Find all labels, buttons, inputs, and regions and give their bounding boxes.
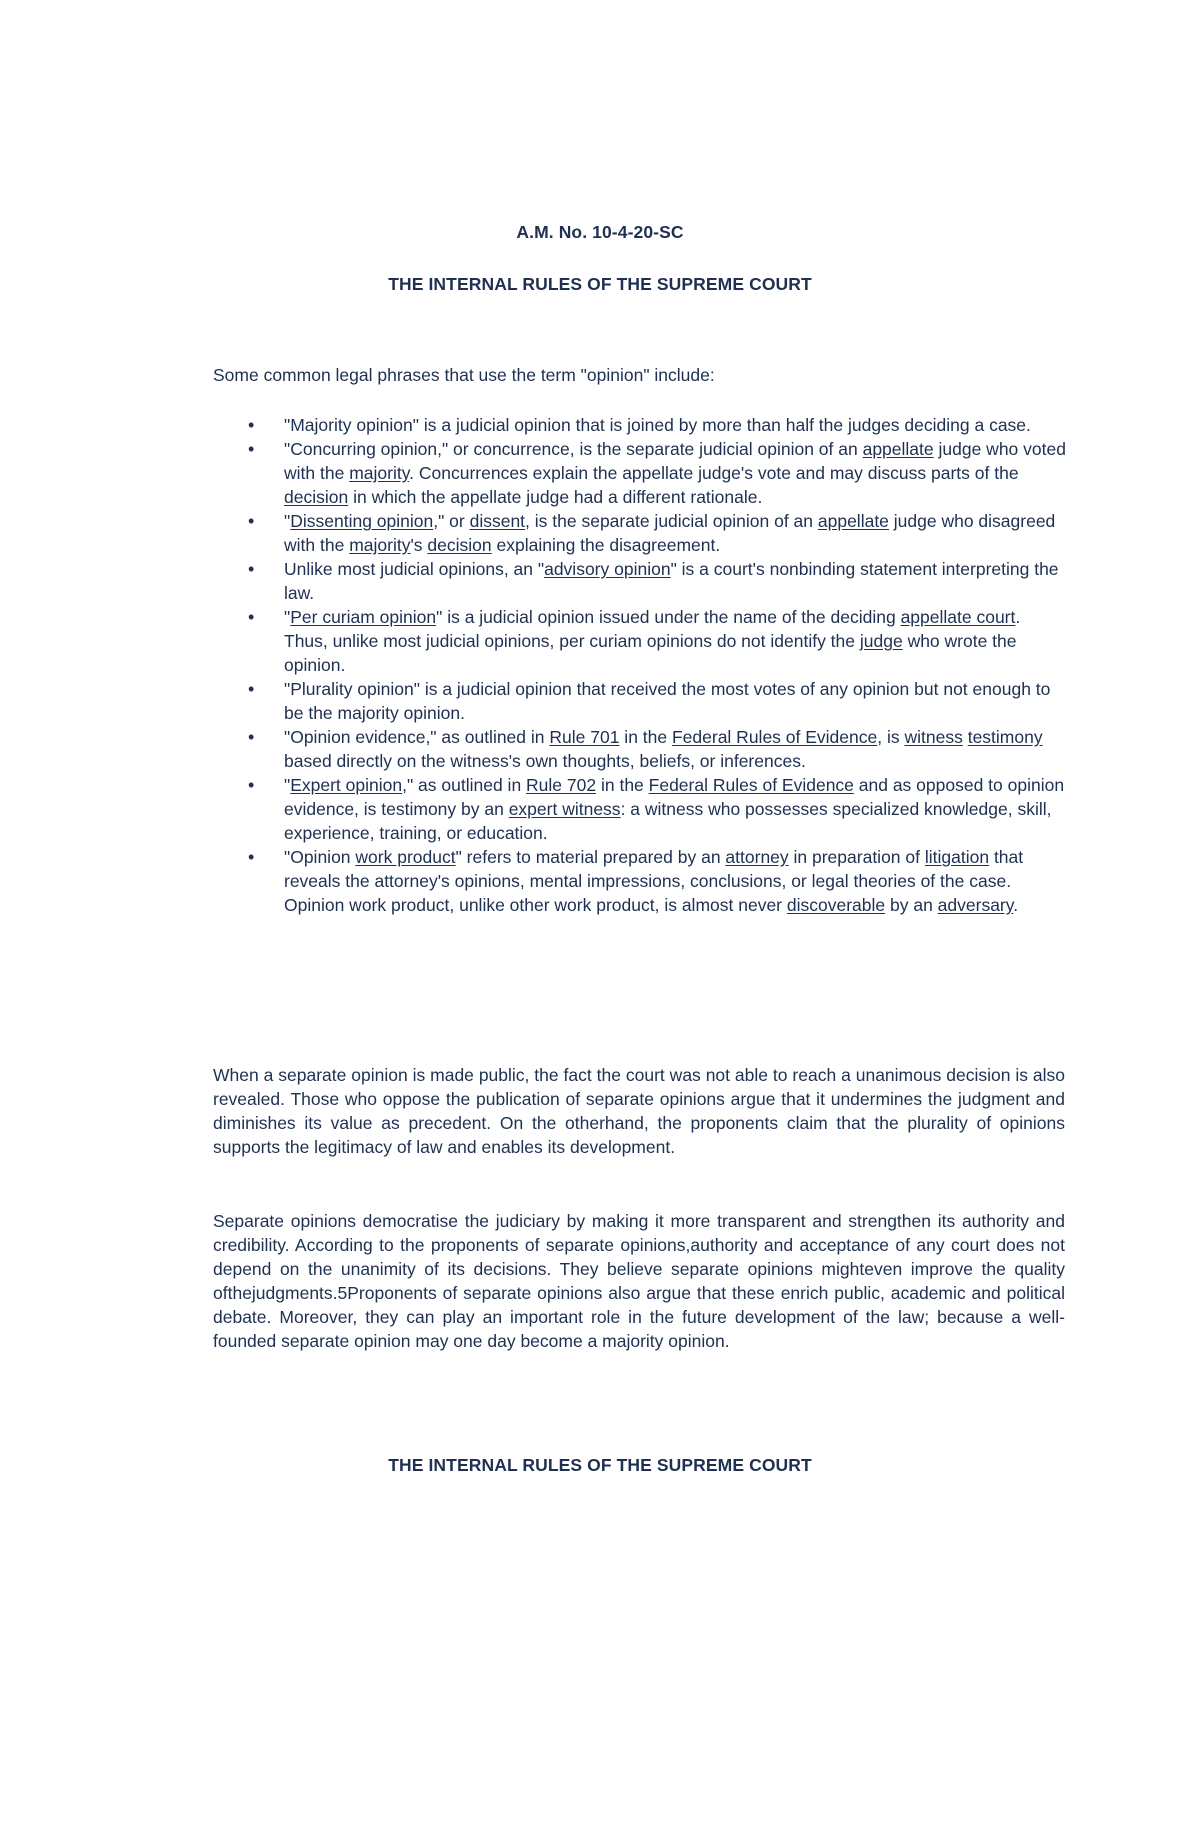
glossary-link[interactable]: expert witness [508, 799, 621, 819]
list-item [248, 557, 1068, 605]
glossary-link[interactable]: appellate court [900, 607, 1016, 627]
list-item-text: based directly on the witness's own thoughts, beliefs, or inferences. [284, 751, 806, 771]
footer-title: THE INTERNAL RULES OF THE SUPREME COURT [388, 1455, 812, 1475]
list-item [248, 413, 1068, 437]
list-item-text: ," or [433, 511, 470, 531]
glossary-link[interactable]: Expert opinion [290, 775, 403, 795]
list-item-text: and as opposed to opinion evidence, is testimony by an [284, 775, 1065, 819]
list-item-text: in the [596, 775, 649, 795]
list-item-text: "Plurality opinion" is a judicial opinion that received the most votes of any opinion but not enough to be the majority opinion. [284, 679, 1051, 723]
bullet-icon: • [248, 775, 255, 795]
list-item-text: that reveals the attorney's opinions, mental impressions, conclusions, or legal theories of the case. Opinion work product, unlike other work product, is almost never [284, 847, 1024, 915]
bullet-icon: • [248, 439, 255, 459]
list-item-text: " [284, 607, 291, 627]
list-item [248, 773, 1068, 845]
list-item-text: "Opinion [284, 847, 356, 867]
list-item-text: " [284, 511, 291, 531]
glossary-link[interactable]: testimony [967, 727, 1043, 747]
glossary-link[interactable]: attorney [725, 847, 789, 867]
list-item-text: Unlike most judicial opinions, an " [284, 559, 545, 579]
bullet-icon: • [248, 727, 255, 747]
list-item-text: judge who disagreed with the [284, 511, 1056, 555]
case-number-heading: A.M. No. 10-4-20-SC [516, 222, 684, 242]
list-item-text: by an [885, 895, 938, 915]
list-item-text: : a witness who possesses specialized knowledge, skill, experience, training, or education. [284, 799, 1052, 843]
glossary-link[interactable]: dissent [469, 511, 526, 531]
list-item-text: , is [877, 727, 905, 747]
list-item [248, 605, 1068, 677]
paragraph-democratise: Separate opinions democratise the judiciary by making it more transparent and strengthen its authority and credibility. According to the proponents of separate opinions,authority and acceptance of any court does not depend on the unanimity of its decisions. They believe separate opinions mighteven improve the quality ofthejudgments.5Proponents of separate opinions also argue that these enrich public, academic and political debate. Moreover, they can play an important role in the future development of the law; because a well-founded separate opinion may one day become a majority opinion. [213, 1211, 1065, 1351]
list-item-text: "Opinion evidence," as outlined in [284, 727, 550, 747]
intro-text: Some common legal phrases that use the term "opinion" include: [213, 365, 715, 385]
list-item [248, 437, 1068, 509]
glossary-link[interactable]: appellate [817, 511, 889, 531]
list-item-text: "Concurring opinion," or concurrence, is the separate judicial opinion of an [284, 439, 863, 459]
glossary-link[interactable]: appellate [862, 439, 934, 459]
list-item-text: who wrote the opinion. [284, 631, 1017, 675]
glossary-link[interactable]: decision [427, 535, 492, 555]
paragraph-publication: When a separate opinion is made public, the fact the court was not able to reach a unanimous decision is also revealed. Those who oppose the publication of separate opinions argue that it undermines the judgment and diminishes its value as precedent. On the otherhand, the proponents claim that the plurality of opinions supports the legitimacy of law and enables its development. [213, 1065, 1065, 1157]
list-item-text: " refers to material prepared by an [455, 847, 726, 867]
list-item-text: judge who voted with the [284, 439, 1066, 483]
bullet-icon: • [248, 679, 255, 699]
list-item-text: in preparation of [788, 847, 925, 867]
list-item [248, 677, 1068, 725]
glossary-link[interactable]: adversary [937, 895, 1014, 915]
list-item-text: " is a judicial opinion issued under the name of the deciding [436, 607, 901, 627]
glossary-link[interactable]: discoverable [786, 895, 886, 915]
glossary-link[interactable]: Federal Rules of Evidence [671, 727, 878, 747]
list-item-text: "Majority opinion" is a judicial opinion that is joined by more than half the judges deciding a case. [284, 415, 1031, 435]
glossary-link[interactable]: Federal Rules of Evidence [648, 775, 854, 795]
glossary-link[interactable]: work product [355, 847, 456, 867]
glossary-link[interactable]: witness [904, 727, 963, 747]
list-item [248, 509, 1068, 557]
glossary-link[interactable]: decision [284, 487, 349, 507]
glossary-link[interactable]: majority [349, 535, 411, 555]
list-item-text: 's [410, 535, 428, 555]
bullet-icon: • [248, 607, 255, 627]
glossary-link[interactable]: advisory opinion [544, 559, 671, 579]
bullet-icon: • [248, 511, 255, 531]
glossary-link[interactable]: Per curiam opinion [290, 607, 437, 627]
glossary-link[interactable]: litigation [924, 847, 990, 867]
bullet-icon: • [248, 559, 255, 579]
glossary-link[interactable]: Dissenting opinion [290, 511, 434, 531]
list-item-text: . [1013, 895, 1019, 915]
list-item-text: ," as outlined in [402, 775, 527, 795]
list-item-text: . Thus, unlike most judicial opinions, per curiam opinions do not identify the [284, 607, 1021, 651]
glossary-link[interactable]: majority [349, 463, 410, 483]
list-item-text: in which the appellate judge had a different rationale. [348, 487, 763, 507]
list-item-text: , is the separate judicial opinion of an [525, 511, 818, 531]
glossary-link[interactable]: Rule 702 [526, 775, 597, 795]
glossary-link[interactable]: judge [859, 631, 903, 651]
list-item-text: " [284, 775, 291, 795]
document-title: THE INTERNAL RULES OF THE SUPREME COURT [388, 274, 812, 294]
bullet-icon: • [248, 847, 255, 867]
bullet-icon: • [248, 415, 255, 435]
list-item-text: " is a court's nonbinding statement interpreting the law. [284, 559, 1059, 603]
list-item-text: explaining the disagreement. [491, 535, 721, 555]
list-item-text: in the [619, 727, 672, 747]
opinion-phrases-list [248, 413, 1068, 917]
list-item [248, 845, 1068, 917]
list-item-text: . Concurrences explain the appellate judge's vote and may discuss parts of the [409, 463, 1019, 483]
glossary-link[interactable]: Rule 701 [549, 727, 620, 747]
list-item [248, 725, 1068, 773]
